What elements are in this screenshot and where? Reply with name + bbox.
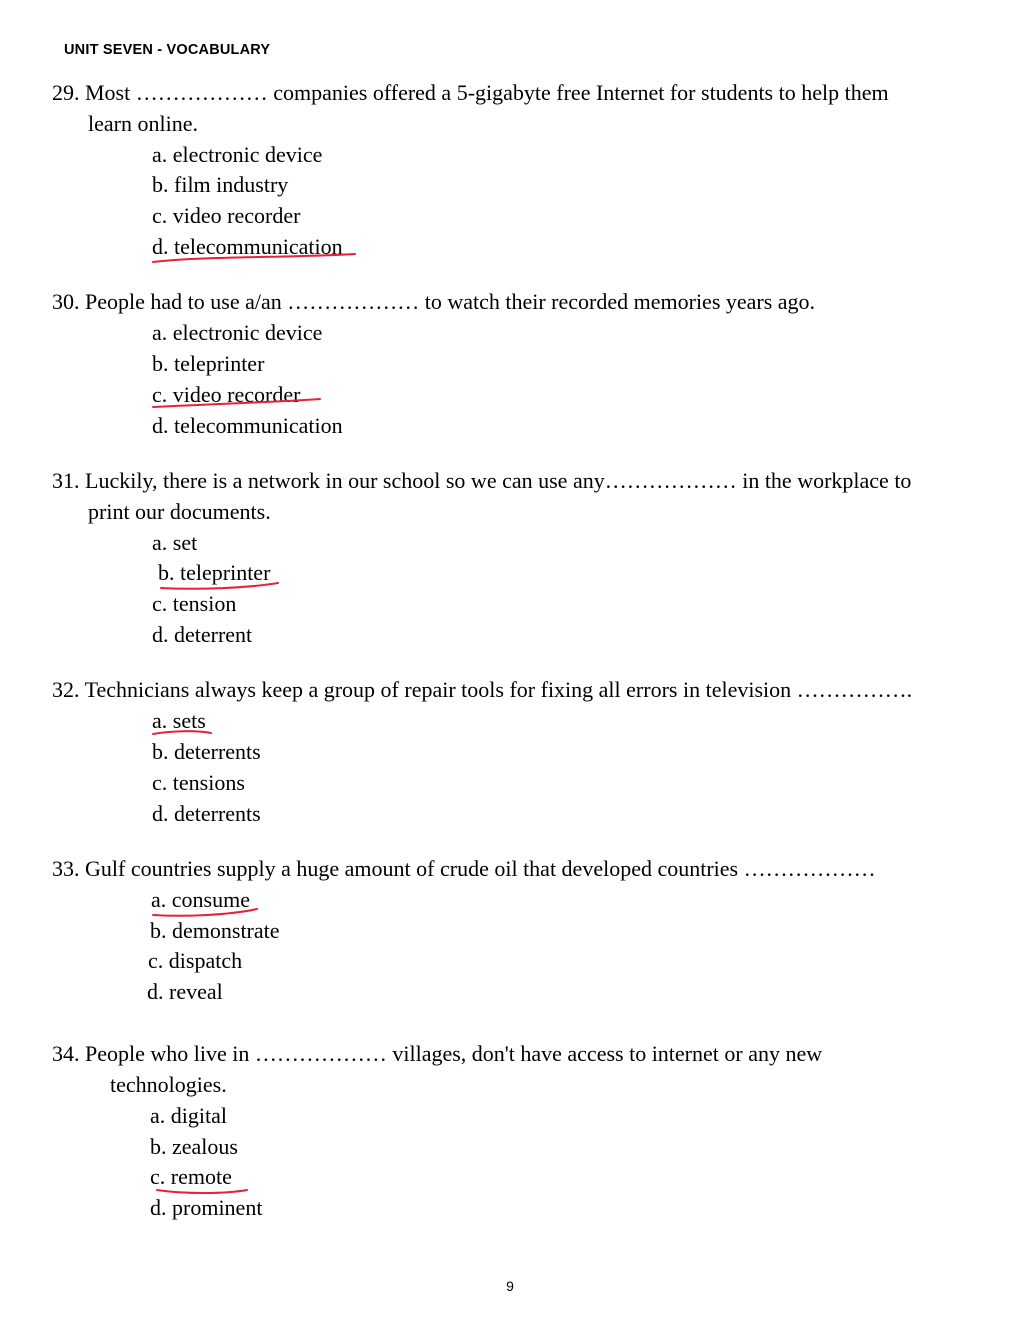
option-d: d. telecommunication	[152, 234, 343, 259]
option-d: d. deterrent	[152, 622, 253, 647]
question-stem-continued: learn online.	[88, 111, 198, 136]
option-a: a. digital	[150, 1103, 227, 1128]
option-d: d. prominent	[150, 1195, 263, 1220]
unit-header: UNIT SEVEN - VOCABULARY	[64, 42, 271, 58]
option-c: c. dispatch	[148, 948, 243, 973]
option-a: a. consume	[151, 887, 250, 912]
option-b: b. teleprinter	[152, 351, 265, 376]
option-d: d. deterrents	[152, 801, 261, 826]
option-a: a. electronic device	[152, 142, 323, 167]
page-number: 9	[506, 1278, 514, 1294]
option-b: b. zealous	[150, 1134, 238, 1159]
option-c: c. video recorder	[152, 203, 301, 228]
option-c: c. tension	[152, 591, 237, 616]
answer-underline-mark	[150, 252, 360, 266]
question-stem: 30. People had to use a/an ……………… to watch their recorded memories years ago.	[52, 289, 816, 314]
option-b: b. teleprinter	[158, 560, 271, 585]
option-c: c. video recorder	[152, 382, 301, 407]
answer-underline-mark	[150, 726, 216, 740]
question-stem-continued: print our documents.	[88, 499, 271, 524]
option-a: a. electronic device	[152, 320, 323, 345]
option-d: d. telecommunication	[152, 413, 343, 438]
question-stem: 31. Luckily, there is a network in our school so we can use any……………… in the workplace to	[52, 468, 912, 493]
option-b: b. film industry	[152, 172, 289, 197]
option-b: b. deterrents	[152, 739, 261, 764]
answer-underline-mark	[150, 905, 262, 919]
question-stem: 32. Technicians always keep a group of repair tools for fixing all errors in television …………….	[52, 677, 913, 702]
answer-underline-mark	[150, 396, 325, 410]
question-stem: 33. Gulf countries supply a huge amount of crude oil that developed countries ………………	[52, 856, 876, 881]
option-a: a. sets	[152, 708, 206, 733]
option-c: c. tensions	[152, 770, 245, 795]
option-a: a. set	[152, 530, 198, 555]
option-d: d. reveal	[147, 979, 223, 1004]
option-c: c. remote	[150, 1164, 232, 1189]
question-stem: 34. People who live in ……………… villages, don't have access to internet or any new	[52, 1041, 823, 1066]
answer-underline-mark	[154, 1182, 252, 1196]
option-b: b. demonstrate	[150, 918, 280, 943]
answer-underline-mark	[158, 578, 283, 592]
question-stem: 29. Most ……………… companies offered a 5-gigabyte free Internet for students to help them	[52, 80, 889, 105]
question-stem-continued: technologies.	[110, 1072, 227, 1097]
